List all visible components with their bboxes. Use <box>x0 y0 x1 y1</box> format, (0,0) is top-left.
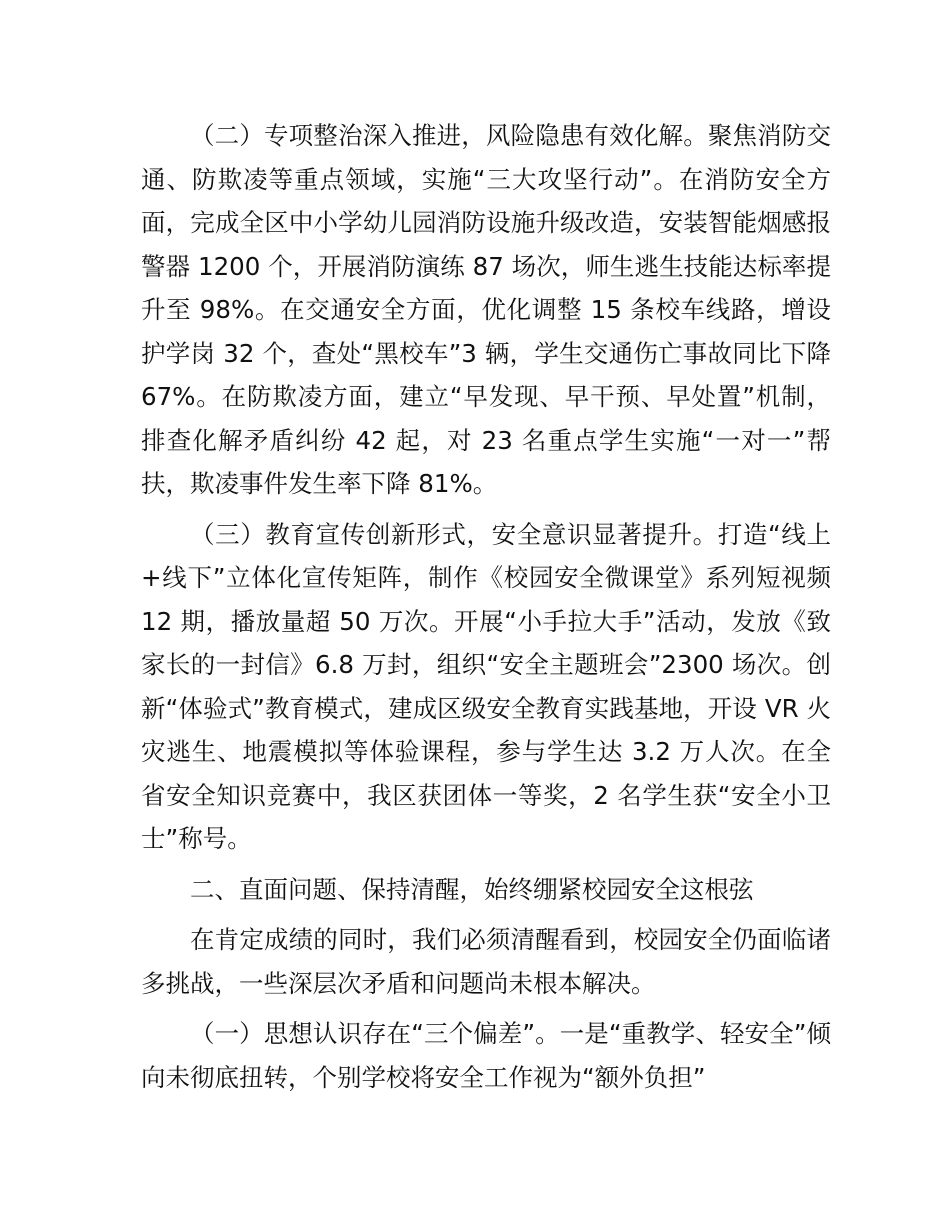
paragraph-ideological-deviation: （一）思想认识存在“三个偏差”。一是“重教学、轻安全”倾向未彻底扭转，个别学校将安全工作视为“额外负担” <box>141 1019 831 1092</box>
paragraph-education-publicity: （三）教育宣传创新形式，安全意识显著提升。打造“线上+线下”立体化宣传矩阵，制作《校园安全微课堂》系列短视频 12 期，播放量超 50 万次。开展“小手拉大手”活动，发放《致家长的一封信》6.8 万封，组织“安全主题班会”2300 场次。创新“体验式”教育模式，建成区级安全教育实践基地，开设 VR 火灾逃生、地震模拟等体验课程，参与学生达 3.2 万人次。在全省安全知识竞赛中，我区获团体一等奖，2 名学生获“安全小卫士”称号。 <box>141 519 831 853</box>
paragraph-special-rectification: （二）专项整治深入推进，风险隐患有效化解。聚焦消防交通、防欺凌等重点领域，实施“三大攻坚行动”。在消防安全方面，完成全区中小学幼儿园消防设施升级改造，安装智能烟感报警器 1200 个，开展消防演练 87 场次，师生逃生技能达标率提升至 98%。在交通安全方面，优化调整 15 条校车线路，增设护学岗 32 个，查处“黑校车”3 辆，学生交通伤亡事故同比下降 67%。在防欺凌方面，建立“早发现、早干预、早处置”机制，排查化解矛盾纠纷 42 起，对 23 名重点学生实施“一对一”帮扶，欺凌事件发生率下降 81%。 <box>141 121 831 498</box>
paragraph-challenges-intro: 在肯定成绩的同时，我们必须清醒看到，校园安全仍面临诸多挑战，一些深层次矛盾和问题尚未根本解决。 <box>141 925 831 998</box>
section-heading: 二、直面问题、保持清醒，始终绷紧校园安全这根弦 <box>190 874 754 904</box>
document-body <box>141 114 831 1106</box>
